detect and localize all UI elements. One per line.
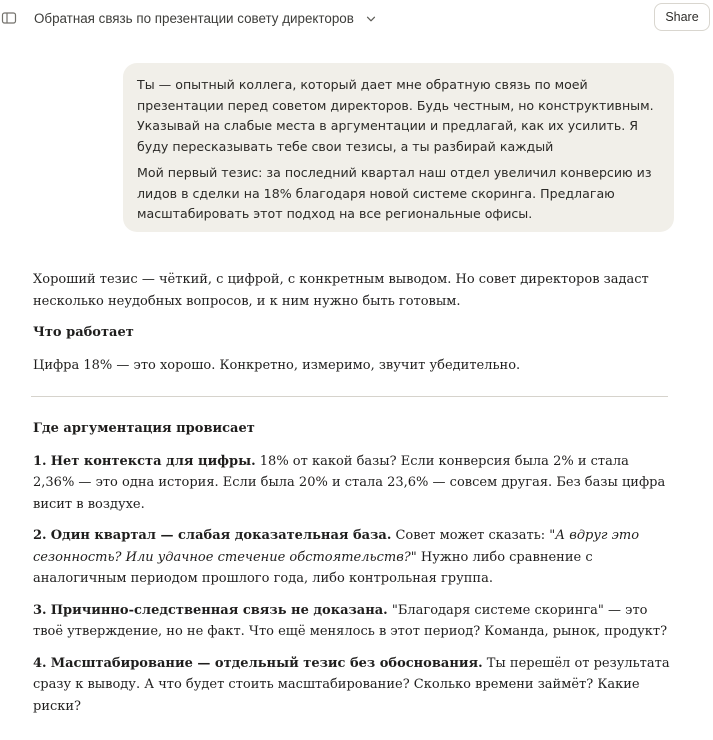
conversation-title: Обратная связь по презентации совету директоров — [34, 10, 354, 26]
point-text: 18% от какой базы? Если конверсия была 2% и стала 2,36% — это одна история. Если была 20% и стала 23,6% — совсем другая. Без базы цифра висит в воздухе. — [33, 453, 666, 512]
works-text: Цифра 18% — это хорошо. Конкретно, измеримо, звучит убедительно. — [33, 357, 521, 373]
point-text-after: Нужно либо сравнение с аналогичным периодом прошлого года, либо контрольная группа. — [33, 549, 593, 586]
section-heading-works: Что работает — [33, 325, 134, 340]
point-quote: "А вдруг это сезонность? Или удачное стечение обстоятельств?" — [33, 528, 640, 565]
chat-header — [0, 0, 713, 36]
user-message-paragraph: Ты — опытный коллега, который дает мне обратную связь по моей презентации перед советом директоров. Будь честным, но конструктивным. Указывай на слабые места в аргументации и предлагай, как их усилить. Я буду пересказывать тебе свои тезисы, а ты разбирай каждый — [137, 77, 654, 154]
point-title: Масштабирование — отдельный тезис без обоснования. — [50, 655, 483, 671]
point-text-before: Совет может сказать: — [395, 528, 546, 543]
user-message-paragraph: Мой первый тезис: за последний квартал наш отдел увеличил конверсию из лидов в сделки на 18% благодаря новой системе скоринга. Предлагаю масштабировать этот подход на все региональные офисы. — [137, 165, 652, 221]
point-title: Нет контекста для цифры. — [50, 453, 256, 469]
sidebar-panel-icon[interactable] — [0, 10, 18, 26]
chevron-down-icon — [365, 12, 377, 24]
conversation-title-button[interactable] — [34, 9, 377, 27]
weak-point-3 — [33, 600, 673, 643]
weak-point-1 — [33, 451, 673, 516]
point-number: 3. — [33, 602, 47, 618]
assistant-response — [33, 269, 673, 727]
point-number: 4. — [33, 655, 47, 671]
divider — [31, 396, 668, 397]
point-text: "Благодаря системе скоринга" — это твоё утверждение, но не факт. Что ещё менялось в этот период? Команда, рынок, продукт? — [33, 602, 668, 639]
point-text: Ты перешёл от результата сразу к выводу. А что будет стоить масштабирование? Сколько времени займёт? Какие риски? — [33, 655, 670, 714]
point-title: Один квартал — слабая доказательная база. — [50, 528, 392, 543]
point-number: 2. — [33, 528, 47, 543]
user-message-bubble — [123, 63, 674, 232]
response-intro: Хороший тезис — чёткий, с цифрой, с конкретным выводом. Но совет директоров задаст несколько неудобных вопросов, и к ним нужно быть готовым. — [33, 272, 649, 309]
point-title: Причинно-следственная связь не доказана. — [50, 602, 388, 618]
section-heading-weak: Где аргументация провисает — [33, 421, 255, 436]
share-button[interactable]: Share — [654, 3, 710, 31]
point-number: 1. — [33, 453, 47, 469]
weak-point-2 — [33, 525, 673, 590]
weak-point-4 — [33, 653, 673, 718]
